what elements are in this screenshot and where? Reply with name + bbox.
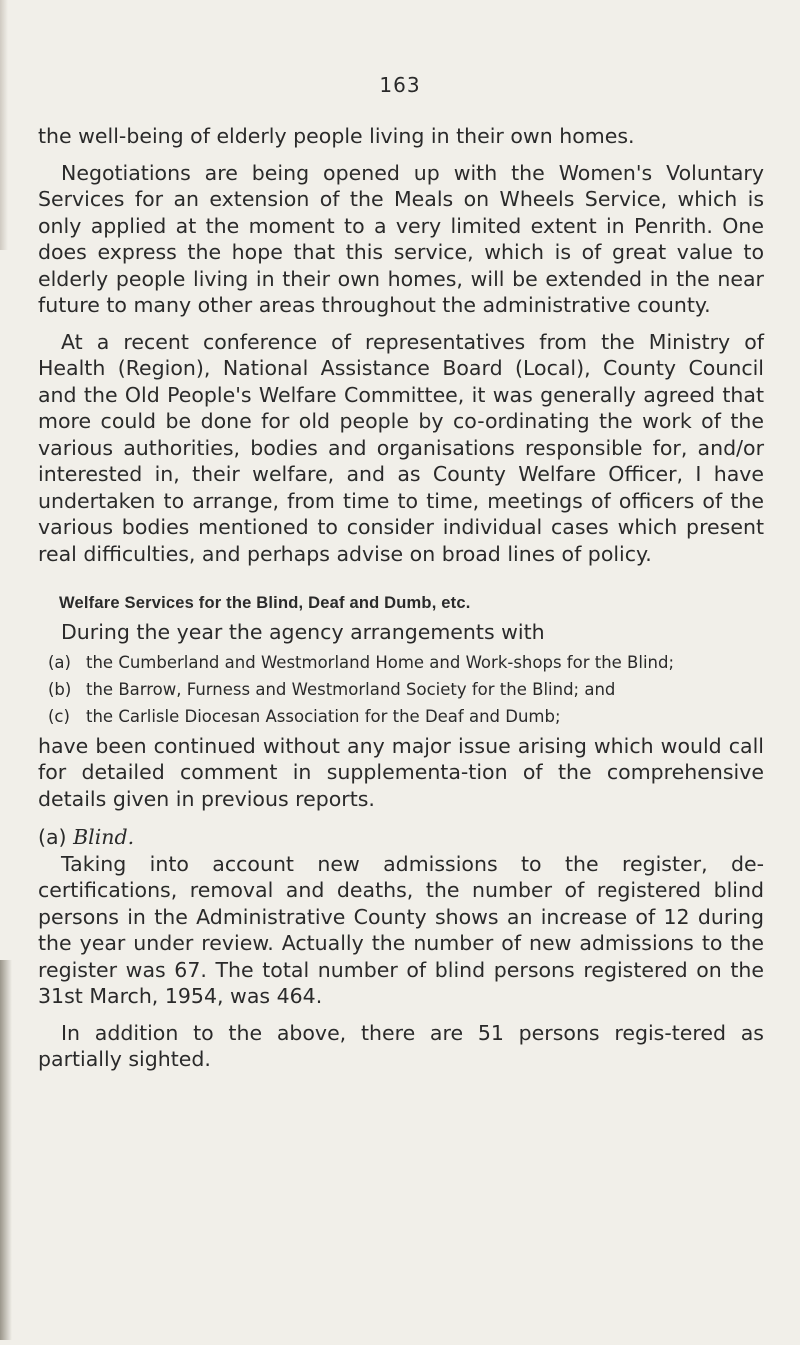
section-heading: Welfare Services for the Blind, Deaf and Dumb, etc. bbox=[59, 594, 471, 612]
paragraph-6: Taking into account new admissions to the register, de-certifications, removal and deaths, the number of registered blind persons in the Administrative County shows an increase of 12 during the year under review. Actually the number of new admissions to the register was 67. The total number of blind persons registered on the 31st March, 1954, was 464. bbox=[38, 851, 764, 1008]
list-marker: (b) bbox=[48, 679, 72, 699]
paragraph-1: the well-being of elderly people living in their own homes. bbox=[38, 124, 635, 148]
subsection-title: Blind. bbox=[73, 825, 135, 849]
subsection-heading bbox=[38, 824, 764, 851]
list-item-text: the Barrow, Furness and Westmorland Society for the Blind; and bbox=[86, 679, 616, 699]
page-binding-shadow bbox=[0, 960, 12, 1340]
paragraph-4: During the year the agency arrangements with bbox=[61, 620, 545, 644]
paragraph-2: Negotiations are being opened up with the Women's Voluntary Services for an extension of the Meals on Wheels Service, which is only applied at the moment to a very limited extent in Penrith. One does express the hope that this service, which is of great value to elderly people living in their own homes, will be extended in the near future to many other areas throughout the administrative county. bbox=[38, 160, 764, 317]
agency-list bbox=[38, 652, 764, 727]
list-item bbox=[38, 679, 764, 700]
list-marker: (a) bbox=[48, 652, 71, 672]
page-number: 163 bbox=[379, 73, 421, 97]
subsection-marker: (a) bbox=[38, 825, 67, 849]
list-item bbox=[38, 706, 764, 727]
paragraph-3: At a recent conference of representatives from the Ministry of Health (Region), National Assistance Board (Local), County Council and the Old People's Welfare Committee, it was generally agreed that more could be done for old people by co-ordinating the work of the various authorities, bodies and organisations responsible for, and/or interested in, their welfare, and as County Welfare Officer, I have undertaken to arrange, from time to time, meetings of officers of the various bodies mentioned to consider individual cases which present real difficulties, and perhaps advise on broad lines of policy. bbox=[38, 329, 764, 566]
list-item bbox=[38, 652, 764, 673]
list-item-text: the Cumberland and Westmorland Home and Work-shops for the Blind; bbox=[86, 652, 675, 672]
paragraph-7: In addition to the above, there are 51 persons regis-tered as partially sighted. bbox=[38, 1020, 764, 1071]
document-body bbox=[38, 123, 764, 1073]
list-marker: (c) bbox=[48, 706, 70, 726]
paragraph-5: have been continued without any major issue arising which would call for detailed comment in supplementa-tion of the comprehensive details given in previous reports. bbox=[38, 733, 764, 811]
page-edge-shadow bbox=[0, 0, 8, 250]
list-item-text: the Carlisle Diocesan Association for the Deaf and Dumb; bbox=[86, 706, 561, 726]
